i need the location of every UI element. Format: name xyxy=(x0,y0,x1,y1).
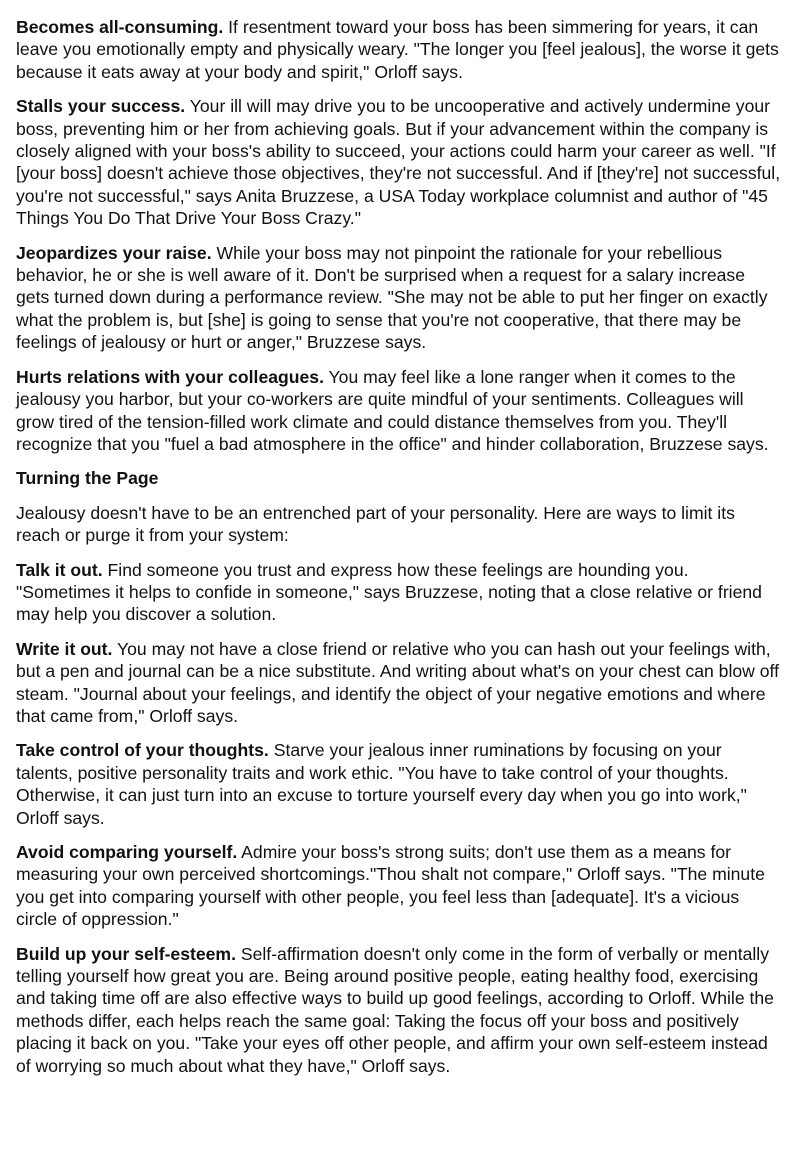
section-lead: Hurts relations with your colleagues. xyxy=(16,366,324,387)
intro-paragraph: Jealousy doesn't have to be an entrenched part of your personality. Here are ways to limit its reach or purge it from your system: xyxy=(16,502,735,546)
tip-build-self-esteem xyxy=(16,943,782,1077)
section-lead: Becomes all-consuming. xyxy=(16,17,224,37)
tip-avoid-comparing xyxy=(16,841,782,931)
tip-lead: Avoid comparing yourself. xyxy=(16,842,238,862)
tip-lead: Take control of your thoughts. xyxy=(16,740,269,761)
section-stalls-success xyxy=(16,95,782,229)
section-text: While your boss may not pinpoint the rationale for your rebellious behavior, he or she is well aware of it. Don't be surprised when a request for a salary increase gets turned down during a performance review. "She may not be able to put her finger on exactly what the problem is, but [she] is going to sense that you're not cooperative, that there may be feelings of jealousy or hurt or anger," Bruzzese says. xyxy=(16,242,768,353)
section-text: If resentment toward your boss has been simmering for years, it can leave you emotionally empty and physically weary. "The longer you [feel jealous], the worse it gets because it eats away at your body and spirit," Orloff says. xyxy=(16,17,779,82)
section-text: Your ill will may drive you to be uncooperative and actively undermine your boss, preventing him or her from achieving goals. But if your advancement within the company is closely aligned with your boss's ability to succeed, your actions could harm your career as well. "If [your boss] doesn't achieve those objectives, they're not successful. And if [they're] not successful, you're not successful," says Anita Bruzzese, a USA Today workplace columnist and author of "45 Things You Do That Drive Your Boss Crazy." xyxy=(16,96,781,229)
tip-talk-it-out xyxy=(16,559,782,626)
tip-lead: Build up your self-esteem. xyxy=(16,943,236,964)
section-hurts-relations xyxy=(16,366,782,456)
tip-control-thoughts xyxy=(16,739,782,829)
tip-text: You may not have a close friend or relative who you can hash out your feelings with, but a pen and journal can be a nice substitute. And writing about what's on your chest can blow off steam. "Journal about your feelings, and identify the object of your negative emotions and where that came from," Orloff says. xyxy=(16,638,779,726)
tip-text: Self-affirmation doesn't only come in the form of verbally or mentally telling yourself how great you are. Being around positive people, eating healthy food, exercising and taking time off are also effective ways to build up good feelings, according to Orloff. While the methods differ, each helps reach the same goal: Taking the focus off your boss and positively placing it back on you. "Take your eyes off other people, and affirm your own self-esteem instead of worrying so much about what they have," Orloff says. xyxy=(16,943,774,1076)
tip-write-it-out xyxy=(16,638,782,728)
section-lead: Stalls your success. xyxy=(16,96,186,117)
section-jeopardizes-raise xyxy=(16,242,782,354)
section-text: You may feel like a lone ranger when it comes to the jealousy you harbor, but your co-workers are quite mindful of your sentiments. Colleagues will grow tired of the tension-filled work climate and could distance themselves from you. They'll recognize that you "fuel a bad atmosphere in the office" and hinder collaboration, Bruzzese says. xyxy=(16,366,769,454)
tip-text: Admire your boss's strong suits; don't use them as a means for measuring your own perceived shortcomings."Thou shalt not compare," Orloff says. "The minute you get into comparing yourself with other people, you feel less than [adequate]. It's a vicious circle of oppression." xyxy=(16,842,765,930)
section-heading: Turning the Page xyxy=(16,468,159,489)
section-all-consuming xyxy=(16,16,782,83)
tip-text: Starve your jealous inner ruminations by focusing on your talents, positive personality traits and work ethic. "You have to take control of your thoughts. Otherwise, it can just turn into an excuse to torture yourself every day when you go into work," Orloff says. xyxy=(16,740,747,828)
tip-text: Find someone you trust and express how these feelings are hounding you. "Sometimes it helps to confide in someone," says Bruzzese, noting that a close relative or friend may help you discover a solution. xyxy=(16,559,762,625)
tip-lead: Talk it out. xyxy=(16,559,103,580)
tip-lead: Write it out. xyxy=(16,638,113,659)
section-lead: Jeopardizes your raise. xyxy=(16,242,212,263)
